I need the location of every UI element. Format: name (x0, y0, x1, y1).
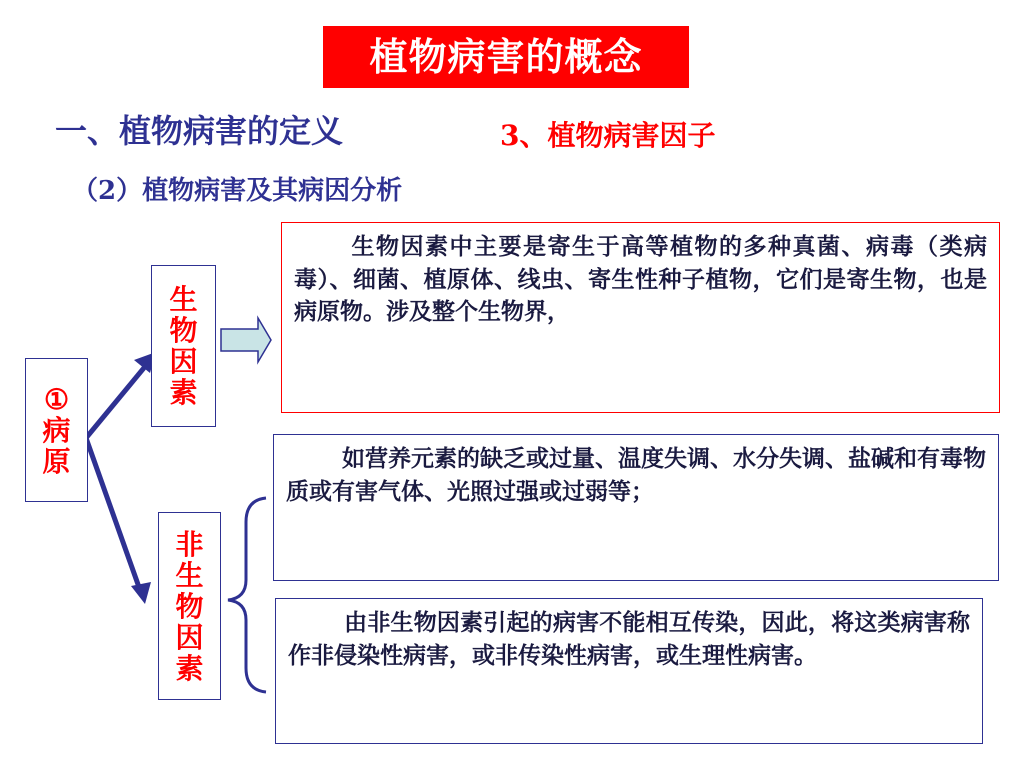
curly-brace-icon (228, 498, 266, 692)
section-heading-factors: 3、植物病害因子 (500, 119, 716, 152)
arrow-to-abiotic-line (86, 438, 140, 590)
block-arrow-icon (221, 318, 271, 362)
abiotic-label-char: 素 (175, 651, 204, 685)
arrow-to-abiotic-head (131, 582, 151, 604)
slide-title: 植物病害的概念 (323, 26, 689, 88)
abiotic-effect-box (275, 598, 983, 744)
pathogen-box (25, 358, 88, 502)
abiotic-label-char: 生 (175, 558, 204, 592)
biotic-description-text: 生物因素中主要是寄生于高等植物的多种真菌、病毒（类病毒）、细菌、植原体、线虫、寄生性种子植物，它们是寄生物，也是病原物。涉及整个生物界， (294, 233, 987, 325)
abiotic-label-char: 因 (175, 620, 204, 654)
biotic-description-box (281, 222, 1000, 413)
abiotic-examples-text: 如营养元素的缺乏或过量、温度失调、水分失调、盐碱和有毒物质或有害气体、光照过强或过弱等； (286, 445, 986, 505)
abiotic-examples-box (273, 434, 999, 581)
abiotic-label-char: 非 (175, 527, 204, 561)
biotic-label-char: 生 (169, 283, 198, 316)
pathogen-label-char: 原 (42, 444, 71, 478)
biotic-label-char: 素 (169, 376, 198, 409)
biotic-label-char: 因 (169, 345, 198, 378)
abiotic-factor-box (158, 512, 221, 700)
biotic-label-char: 物 (169, 314, 198, 347)
abiotic-label-char: 物 (175, 589, 204, 623)
section-heading-definition: 一、植物病害的定义 (55, 112, 344, 150)
abiotic-effect-text: 由非生物因素引起的病害不能相互传染，因此，将这类病害称作非侵染性病害，或非传染性病害，或生理性病害。 (288, 609, 970, 669)
biotic-factor-box (151, 265, 216, 427)
subsection-heading-analysis: （2）植物病害及其病因分析 (72, 176, 403, 206)
pathogen-label-char: 病 (42, 413, 71, 447)
arrow-to-biotic-line (86, 363, 148, 438)
pathogen-label-char: ① (43, 382, 70, 416)
